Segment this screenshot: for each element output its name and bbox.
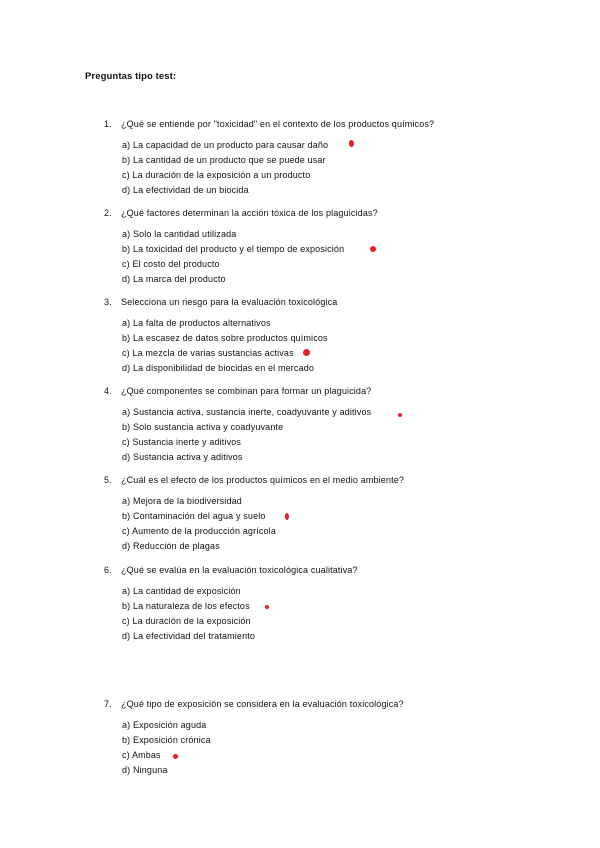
option-b: b) Solo sustancia activa y coadyuvante <box>122 422 284 432</box>
question-text <box>104 119 434 129</box>
option-c: c) Aumento de la producción agrícola <box>122 526 276 536</box>
option-a: a) Sustancia activa, sustancia inerte, coadyuvante y aditivos <box>122 407 372 417</box>
question-number: 6. <box>104 565 112 575</box>
answer-mark-icon <box>349 140 354 147</box>
question-label: ¿Qué factores determinan la acción tóxica de los plaguicidas? <box>121 208 378 218</box>
question-number: 3. <box>104 297 112 307</box>
option-b: b) La toxicidad del producto y el tiempo de exposición <box>122 244 345 254</box>
answer-mark-icon <box>285 513 289 520</box>
answer-mark-icon <box>265 605 269 609</box>
question-label: ¿Qué componentes se combinan para formar un plaguicida? <box>121 386 372 396</box>
option-d: d) Reducción de plagas <box>122 541 220 551</box>
question-number: 4. <box>104 386 112 396</box>
answer-mark-icon <box>398 413 402 417</box>
option-b: b) Exposición crónica <box>122 735 211 745</box>
option-d: d) La marca del producto <box>122 274 226 284</box>
option-b: b) La cantidad de un producto que se puede usar <box>122 155 326 165</box>
question-label: Selecciona un riesgo para la evaluación toxicológica <box>121 297 338 307</box>
option-d: d) Ninguna <box>122 765 168 775</box>
option-a: a) La falta de productos alternativos <box>122 318 271 328</box>
answer-mark-icon <box>370 246 376 252</box>
question-number: 7. <box>104 699 112 709</box>
answer-mark-icon <box>303 349 310 356</box>
option-d: d) La efectividad de un biocida <box>122 185 249 195</box>
question-text <box>104 208 378 218</box>
question-number: 2. <box>104 208 112 218</box>
option-b: b) La escasez de datos sobre productos químicos <box>122 333 328 343</box>
answer-mark-icon <box>173 754 178 759</box>
option-a: a) Solo la cantidad utilizada <box>122 229 237 239</box>
question-text <box>104 297 337 307</box>
option-c: c) La duración de la exposición <box>122 616 251 626</box>
question-label: ¿Qué se evalúa en la evaluación toxicológica cualitativa? <box>121 565 358 575</box>
option-d: d) La disponibilidad de biocidas en el mercado <box>122 363 315 373</box>
option-b: b) La naturaleza de los efectos <box>122 601 250 611</box>
question-number: 5. <box>104 475 112 485</box>
option-a: a) La cantidad de exposición <box>122 586 241 596</box>
question-number: 1. <box>104 119 112 129</box>
option-c: c) La mezcla de varias sustancias activas <box>122 348 294 358</box>
page-heading: Preguntas tipo test: <box>85 71 177 82</box>
option-b: b) Contaminación del agua y suelo <box>122 511 266 521</box>
option-c: c) Ambas <box>122 750 161 760</box>
question-text <box>104 565 358 575</box>
option-c: c) El costo del producto <box>122 259 220 269</box>
option-a: a) Mejora de la biodiversidad <box>122 496 242 506</box>
option-a: a) Exposición aguda <box>122 720 207 730</box>
question-text <box>104 699 404 709</box>
question-label: ¿Qué se entiende por "toxicidad" en el contexto de los productos químicos? <box>121 119 435 129</box>
question-label: ¿Qué tipo de exposición se considera en la evaluación toxicológica? <box>121 699 404 709</box>
option-c: c) Sustancia inerte y aditivos <box>122 437 242 447</box>
question-label: ¿Cuál es el efecto de los productos químicos en el medio ambiente? <box>121 475 405 485</box>
question-text <box>104 475 404 485</box>
option-a: a) La capacidad de un producto para causar daño <box>122 140 329 150</box>
option-c: c) La duración de la exposición a un producto <box>122 170 311 180</box>
option-d: d) La efectividad del tratamiento <box>122 631 256 641</box>
question-text <box>104 386 371 396</box>
option-d: d) Sustancia activa y aditivos <box>122 452 243 462</box>
